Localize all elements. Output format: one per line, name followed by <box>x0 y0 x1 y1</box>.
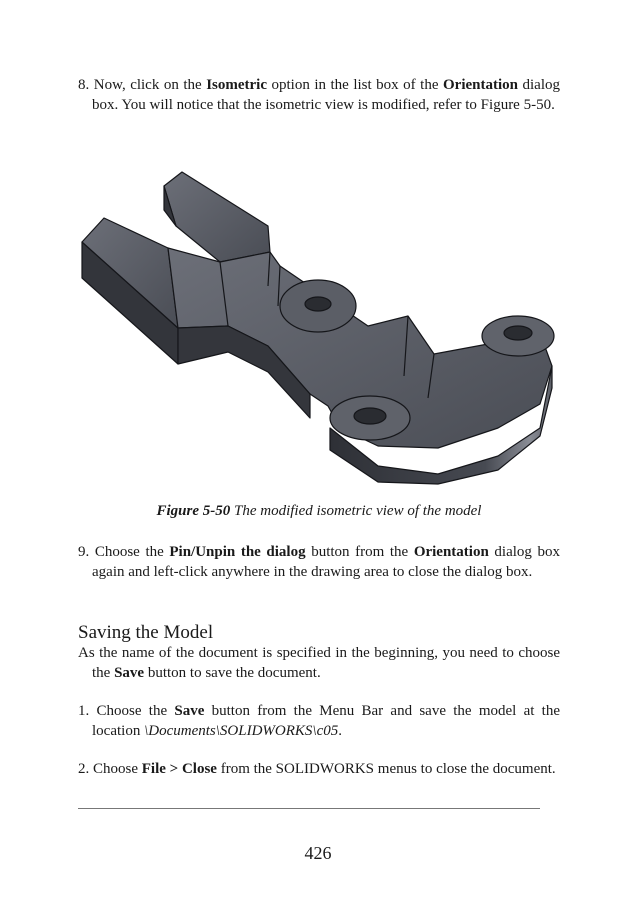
step-8-paragraph <box>78 76 560 115</box>
section-heading: Saving the Model <box>78 622 214 643</box>
orientation-term: Orientation <box>413 544 489 560</box>
save-term: Save <box>174 703 205 719</box>
step-1-text: . <box>338 722 342 739</box>
isometric-model-figure <box>78 166 560 486</box>
step-1-paragraph <box>78 702 560 741</box>
step-9-text: button from the <box>305 544 414 560</box>
pin-unpin-term: Pin/Unpin the dialog <box>169 544 306 560</box>
intro-text: button to save the document. <box>144 664 321 681</box>
step-2-text: from the SOLIDWORKS menus to close the document. <box>216 761 556 777</box>
file-close-term: File > Close <box>141 761 217 777</box>
footer-divider <box>78 808 540 809</box>
model-part <box>82 172 554 484</box>
step-1-text: 1. Choose the <box>78 703 175 719</box>
step-8-text: option in the list box of the <box>267 77 443 93</box>
intro-text: As the name of the document is specified in the beginning, you need to choose the <box>78 645 560 681</box>
step-2-paragraph <box>78 760 560 780</box>
step-9-text: dialog box again and left-click anywhere in the drawing area to close the dialog box. <box>92 544 560 580</box>
figure-caption <box>78 503 560 520</box>
step-9-paragraph <box>78 543 560 582</box>
step-8-text: 8. Now, click on the <box>78 77 207 93</box>
figure-caption-text: The modified isometric view of the model <box>230 503 482 519</box>
figure-label: Figure 5-50 <box>156 503 231 519</box>
step-9-text: 9. Choose the <box>78 544 170 560</box>
isometric-term: Isometric <box>206 77 267 93</box>
step-1-text: button from the Menu Bar and save the model at the location <box>92 703 561 739</box>
step-2-text: 2. Choose <box>78 761 142 777</box>
save-term: Save <box>114 664 145 681</box>
section-intro-paragraph <box>78 644 560 683</box>
orientation-term: Orientation <box>443 77 518 93</box>
file-path: \Documents\SOLIDWORKS\c05 <box>144 722 339 739</box>
step-8-text: dialog box. You will notice that the isometric view is modified, refer to Figure 5-50. <box>92 77 560 113</box>
page-number: 426 <box>304 843 332 863</box>
